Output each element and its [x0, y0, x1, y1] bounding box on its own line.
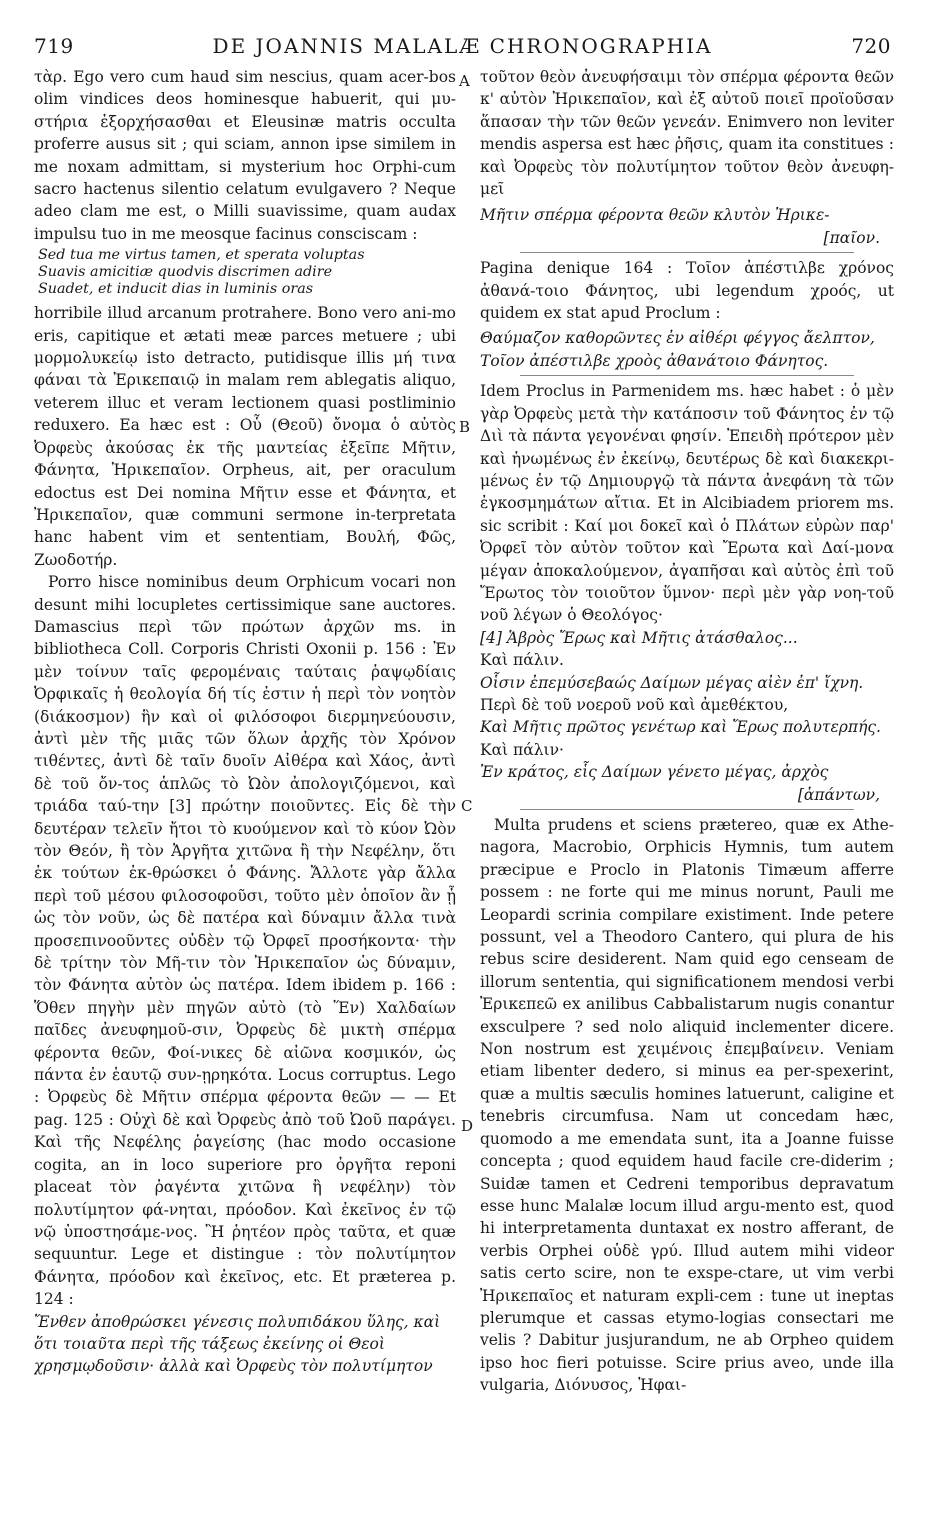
running-title: DE JOANNIS MALALÆ CHRONOGRAPHIA: [212, 34, 713, 58]
paragraph: Idem Proclus in Parmenidem ms. hæc habet : ὁ μὲν γὰρ Ὀρφεὺς μετὰ τὴν κατάποσιν τοῦ Φάνητος ἐν τῷ Διὶ τὰ πάντα γεγονέναι φησίν. Ἐπειδὴ πρότερον μὲν καὶ ἡνωμένως ἐν ἐκείνῳ, δευτέρως δὲ καὶ διακεκρι-μένως ἐν τῷ Δημιουργῷ τὰ πάντα ἀνεφάνη τὰ τῶν ἐγκοσμημάτων αἴτια. Et in Alcibiadem priorem ms. sic scribit : Καί μοι δοκεῖ καὶ ὁ Πλάτων εὑρὼν παρ' Ὀρφεῖ τὸν αὐτὸν τοῦτον καὶ Ἔρωτα καὶ Δαί-μονα μέγαν ἀποκαλούμενον, ἀγαπῆσαι καὶ αὐτὸς ἐπὶ τοῦ Ἔρωτος τὸν τοιοῦτον ὕμνον· περὶ μὲν γὰρ νοη-τοῦ νοῦ λέγων ὁ Θεολόγος·: [480, 382, 894, 625]
verse-line: Suavis amicitiæ quodvis discrimen adire: [38, 264, 333, 281]
paragraph: Porro hisce nominibus deum Orphicum vocari non desunt mihi locupletes certissimique sane auctores. Damascius περὶ τῶν πρώτων ἀρχῶν ms. in bibliotheca Coll. Corporis Christi Oxonii p. 156 : Ἐν μὲν τοίνυν ταῖς φερομέναις ταύταις ῥαψῳδίαις Ὀρφικαῖς ἡ θεολογία δή τίς ἐστιν ἡ περὶ τὸν νοητὸν (διάκοσμον) ἣν καὶ οἱ φιλόσοφοι διερμηνεύουσιν, ἀντὶ μὲν τῆς μιᾶς τῶν ὅλων ἀρχῆς τὸν Χρόνον τιθέντες, ἀντὶ δὲ ταῖν δυοῖν Αἰθέρα καὶ Χάος, ἀντὶ δὲ τοῦ ὄν-τος ἁπλῶς τὸ Ὠὸν ἀπολογιζόμενοι, καὶ τριάδα ταύ-την [3] πρώτην ποιοῦντες. Εἰς δὲ τὴν δευτέραν τελεῖν ἤτοι τὸ κυούμενον καὶ τὸ κύον Ὠὸν τὸν Θεόν, ἢ τὸν Ἀργῆτα χιτῶνα ἢ τὴν Νεφέλην, ὅτι ἐκ τούτων ἐκ-θρώσκει ὁ Φάνης. Ἄλλοτε γὰρ ἄλλα περὶ τοῦ μέσου φιλοσοφοῦσι, τοῦτο μὲν ὁποῖον ἂν ᾖ ὡς τὸν νοῦν, ὡς δὲ πατέρα καὶ δύναμιν ἄλλα τινὰ προσεπινοοῦντες οὐδὲν τῷ Ὀρφεῖ προσήκοντα· τὴν δὲ τρίτην τὸν Μῆ-τιν τὸν Ἠρικεπαῖον ὡς δύναμιν, τὸν Φάνητα αὐτὸν ὡς πατέρα. Idem ibidem p. 166 : Ὅθεν πηγὴν μὲν πηγῶν αὐτὸ (τὸ Ἕν) Χαλδαίων παῖδες ἀνευφημοῦ-σιν, Ὀρφεὺς δὲ μικτὴ σπέρμα φέροντα θεῶν, Φοί-νικες δὲ αἰῶνα κοσμικόν, ὡς πάντα ἐν ἑαυτῷ συν-ῃρηκότα. Locus corruptus. Lego : Ὀρφεὺς δὲ Μῆτιν σπέρμα φέροντα θεῶν — — Et pag. 125 : Οὐχὶ δὲ καὶ Ὀρφεὺς ἀπὸ τοῦ Ὠοῦ παράγει. Καὶ τῆς Νεφέλης ῥαγείσης (hac modo occasione cogita, an in loco superiore pro ὀργῆτα reponi placeat τὸν ῥαγέντα χιτῶνα ἢ νεφέλην) τὸν πολυτίμητον φά-νηται, πρόοδον. Καὶ ἐκεῖνος ἐν τῷ νῷ ὑποστησάμε-νος. Ἢ ῥητέον πρὸς ταῦτα, et quæ sequuntur. Lege et distingue : τὸν πολυτίμητον Φάνητα, πρόοδον καὶ ἐκεῖνος, etc. Et prætereа p. 124 :: [34, 573, 456, 1309]
margin-letter-b: B: [459, 418, 471, 436]
greek-verse: Καὶ Μῆτις πρῶτος γενέτωρ καὶ Ἔρως πολυτερπής.: [480, 718, 881, 737]
left-column: [34, 66, 456, 1520]
greek-verse: [4] Ἁβρὸς Ἔρως καὶ Μῆτις ἀτάσθαλος...: [480, 628, 798, 647]
text-line: Περὶ δὲ τοῦ νοεροῦ νοῦ καὶ ἀμεθέκτου,: [480, 695, 789, 714]
margin-letter-d: D: [461, 1117, 474, 1135]
right-column: [480, 66, 894, 1520]
separator-rule: [520, 809, 854, 810]
page-number-right: 720: [851, 34, 891, 58]
greek-verse: Τοῖον ἀπέστιλβε χροὸς ἀθανάτοιο Φάνητος.: [480, 351, 829, 370]
greek-verse: Ἐν κράτος, εἷς Δαίμων γένετο μέγας, ἀρχὸς: [480, 763, 829, 782]
paragraph: Multa prudens et sciens prætereo, quæ ex Athe-nagora, Macrobio, Orphicis Hymnis, tum autem præcipue e Proclo in Platonis Timæum afferre possem : ne forte qui me minus norunt, Pauli me Leopardi scrinia compilare existiment. Inde petere possunt, vel a Theodoro Cantero, qui plura de his rebus scire desiderent. Nam quid ego censeam de illorum sententia, qui significationem mendosi verbi Ἐρικεπεῶ ex anilibus Cabbalistarum nugis conantur exsculpere ? sed nolo aliquid inclementer dicere. Non nostrum est χειμένοις ἐπεμβαίνειν. Veniam etiam libenter dedero, si minus ea per-spexerint, quæ a multis sæculis homines latuerunt, caligine et tenebris circumfusa. Nam ut concedam hæc, quomodo a me emendata sunt, ita a Joanne fuisse concepta ; quod equidem haud facile cre-diderim ; Suidæ tamen et Cedreni temporibus depravatum esse hunc Malalæ locum illud argu-mento est, quod hi interpretamenta duntaxat ex nostro afferant, de verbis Orphei οὐδὲ γρύ. Illud autem mihi videor satis certo scire, non te exspe-ctare, ut vim verbi Ἠρικεπαῖος et naturam expli-cem : tune ut ineptas plerumque et cassas etymo-logias consectari me velis ? Dabitur jusjurandum, ne ab Orpheo quidem ipso hoc fieri potuisse. Scire prius aveo, unde illa vulgaria, Διόνυσος, Ἡφαι-: [480, 816, 894, 1395]
paragraph: horribile illud arcanum protrahere. Bono vero ani-mo eris, capitique et ætati meæ parces metuere ; ubi μορμολυκείῳ isto detracto, putidisque illis μή τινα φάναι τὰ Ἐρικεπαιῷ in malam rem ablegatis aliquo, veterem illuc et veram lectionem quasi postliminio reduxero. Ea hæc est : Οὗ (Θεοῦ) ὄνομα ὁ αὐτὸς Ὀρφεὺς ἀκούσας ἐκ τῆς μαντείας ἐξεῖπε Μῆτιν, Φάνητα, Ἠρικεπαῖον. Orpheus, ait, per oraculum edoctus est Dei nomina Μῆτιν esse et Φάνητα, et Ἠρικεπαῖον, quæ communi sermone in-terpretata hanc habent vim et sententiam, Βουλή, Φῶς, Ζωοδοτήρ.: [34, 304, 456, 569]
page-number-left: 719: [34, 34, 74, 58]
separator-rule: [520, 252, 854, 253]
paragraph: Pagina denique 164 : Τοῖον ἀπέστιλβε χρόνος ἀθανά-τοιο Φάνητος, ubi legendum χροός, ut quidem ex stat apud Proclum :: [480, 259, 894, 323]
greek-verse: Μῆτιν σπέρμα φέροντα θεῶν κλυτὸν Ἠρικε-: [480, 206, 830, 225]
paragraph: τὰρ. Ego vero cum haud sim nescius, quam acer-bos olim vindices deos hominesque habuerit, qui μυ-στήρια ἐξορχήσασθαι et Eleusinæ matris occulta proferre ausus sit ; qui sciam, annon ipse similem in me noxam admittam, si mysterium hoc Orphi-cum sacro hactenus silentio celatum evulgavero ? Neque adeo clam me est, o Milli suavissime, quam audax impulsu tuo in me meosque facinus consciscam :: [34, 68, 456, 243]
margin-letter-a: A: [459, 72, 470, 90]
text-line: Καὶ πάλιν·: [480, 740, 564, 759]
verse-line: Suadet, et inducit dias in luminis oras: [38, 281, 314, 298]
greek-verse: Οἷσιν ἐπεμύσεβαώς Δαίμων μέγας αἰὲν ἐπ' ἴχνη.: [480, 673, 864, 692]
paragraph: τοῦτον θεὸν ἀνευφήσαιμι τὸν σπέρμα φέροντα θεῶν κ' αὐτὸν Ἠρικεπαῖον, καὶ ἐξ αὐτοῦ ποιεῖ προϊοῦσαν ἅπασαν τὴν τῶν θεῶν γενεάν. Enimvero non leviter mendis aspersa est hæc ῥῆσις, quam ita constitues : καὶ Ὀρφεὺς τὸν πολυτίμητον τοῦτον θεὸν ἀνευφη-μεῖ: [480, 68, 894, 199]
verse-line: Sed tua me virtus tamen, et sperata voluptas: [38, 247, 365, 264]
greek-verse: Θαύμαζον καθορῶντες ἐν αἰθέρι φέγγος ἄελπτον,: [480, 329, 875, 348]
page-header: [34, 34, 891, 64]
verse-quotation: [38, 247, 456, 298]
separator-rule: [520, 375, 854, 376]
margin-letter-c: C: [461, 797, 473, 815]
text-line: Καὶ πάλιν.: [480, 651, 564, 670]
greek-verse-continuation: [παῖον.: [823, 228, 880, 247]
greek-verse-continuation: [ἁπάντων,: [797, 785, 880, 804]
greek-quotation: Ἔνθεν ἀποθρώσκει γένεσις πολυπιδάκου ὕλης, καὶ ὅτι τοιαῦτα περὶ τῆς τάξεως ἐκείνης οἱ Θεοὶ χρησμῳδοῦσιν· ἀλλὰ καὶ Ὀρφεὺς τὸν πολυτίμητον: [34, 1312, 441, 1376]
